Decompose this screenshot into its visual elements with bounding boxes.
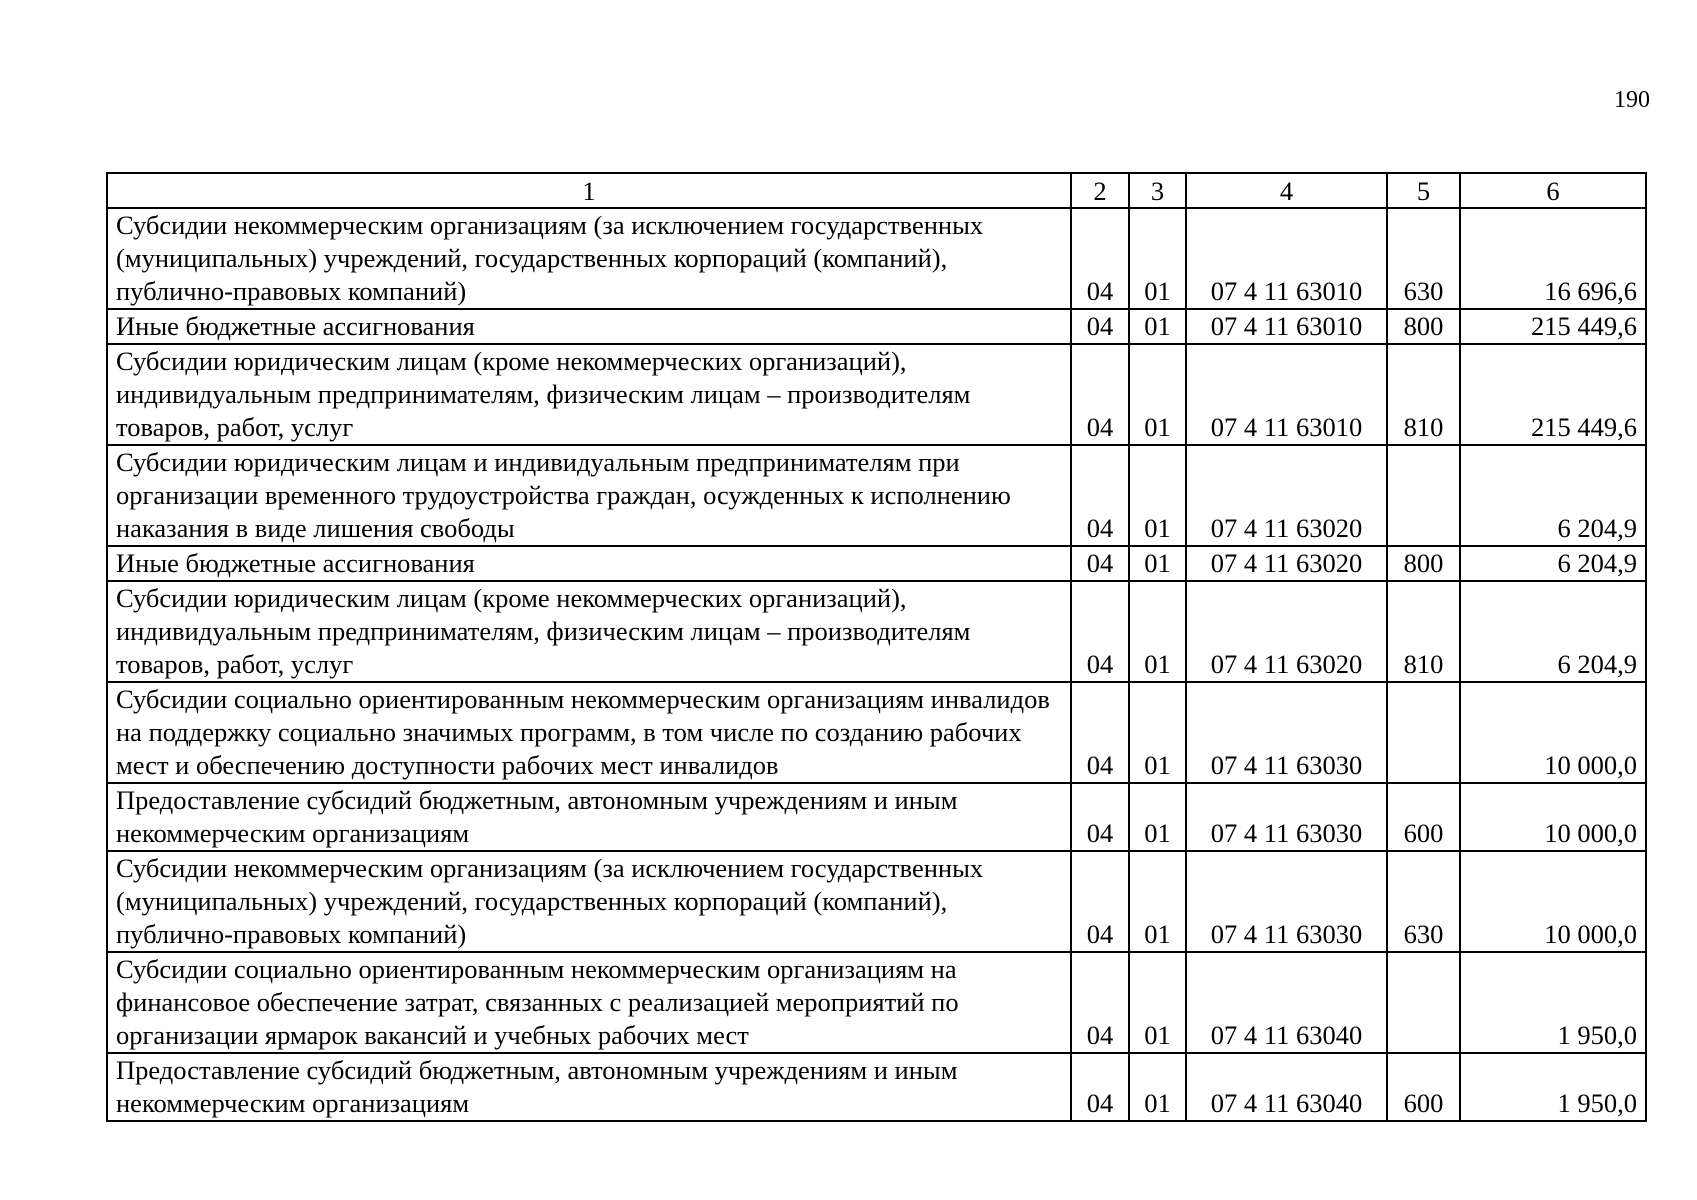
row-subsection-cell: 01	[1129, 682, 1186, 783]
row-amount-cell: 6 204,9	[1460, 546, 1646, 581]
table-row	[107, 1053, 1646, 1121]
row-target-cell: 07 4 11 63010	[1186, 344, 1387, 445]
header-cell-name: 1	[107, 173, 1071, 208]
row-section-cell: 04	[1071, 851, 1129, 952]
row-expense-type-cell: 630	[1387, 208, 1460, 309]
row-target-cell: 07 4 11 63040	[1186, 1053, 1387, 1121]
row-subsection-cell: 01	[1129, 309, 1186, 344]
header-cell-section: 2	[1071, 173, 1129, 208]
row-name-cell: Субсидии социально ориентированным некоммерческим организациям инвалидов на поддержку социально значимых программ, в том числе по созданию рабочих мест и обеспечению доступности рабочих мест инвалидов	[107, 682, 1071, 783]
table-row	[107, 208, 1646, 309]
row-target-cell: 07 4 11 63010	[1186, 309, 1387, 344]
row-subsection-cell: 01	[1129, 344, 1186, 445]
row-name-cell: Иные бюджетные ассигнования	[107, 546, 1071, 581]
row-section-cell: 04	[1071, 682, 1129, 783]
table-row	[107, 581, 1646, 682]
row-name-cell: Предоставление субсидий бюджетным, автономным учреждениям и иным некоммерческим организациям	[107, 783, 1071, 851]
row-amount-cell: 215 449,6	[1460, 344, 1646, 445]
row-section-cell: 04	[1071, 309, 1129, 344]
row-section-cell: 04	[1071, 344, 1129, 445]
row-section-cell: 04	[1071, 1053, 1129, 1121]
row-target-cell: 07 4 11 63040	[1186, 952, 1387, 1053]
header-cell-expense-type: 5	[1387, 173, 1460, 208]
row-target-cell: 07 4 11 63010	[1186, 208, 1387, 309]
row-expense-type-cell: 630	[1387, 851, 1460, 952]
header-cell-subsection: 3	[1129, 173, 1186, 208]
row-expense-type-cell	[1387, 682, 1460, 783]
row-section-cell: 04	[1071, 783, 1129, 851]
row-expense-type-cell: 800	[1387, 309, 1460, 344]
row-expense-type-cell: 600	[1387, 783, 1460, 851]
row-subsection-cell: 01	[1129, 581, 1186, 682]
row-name-cell: Субсидии юридическим лицам (кроме некоммерческих организаций), индивидуальным предпринимателям, физическим лицам – производителям товаров, работ, услуг	[107, 344, 1071, 445]
row-target-cell: 07 4 11 63030	[1186, 682, 1387, 783]
row-name-cell: Субсидии юридическим лицам (кроме некоммерческих организаций), индивидуальным предпринимателям, физическим лицам – производителям товаров, работ, услуг	[107, 581, 1071, 682]
table-row	[107, 682, 1646, 783]
row-expense-type-cell: 810	[1387, 581, 1460, 682]
row-name-cell: Субсидии некоммерческим организациям (за исключением государственных (муниципальных) учреждений, государственных корпораций (компаний), публично-правовых компаний)	[107, 208, 1071, 309]
row-subsection-cell: 01	[1129, 208, 1186, 309]
row-expense-type-cell	[1387, 445, 1460, 546]
budget-table	[106, 172, 1647, 1122]
row-subsection-cell: 01	[1129, 546, 1186, 581]
row-target-cell: 07 4 11 63020	[1186, 581, 1387, 682]
row-name-cell: Предоставление субсидий бюджетным, автономным учреждениям и иным некоммерческим организациям	[107, 1053, 1071, 1121]
row-amount-cell: 10 000,0	[1460, 783, 1646, 851]
table-row	[107, 851, 1646, 952]
row-expense-type-cell: 810	[1387, 344, 1460, 445]
table-body	[107, 173, 1646, 1121]
row-section-cell: 04	[1071, 208, 1129, 309]
row-amount-cell: 16 696,6	[1460, 208, 1646, 309]
page-number: 190	[1614, 87, 1650, 113]
row-amount-cell: 10 000,0	[1460, 682, 1646, 783]
row-amount-cell: 6 204,9	[1460, 581, 1646, 682]
row-amount-cell: 10 000,0	[1460, 851, 1646, 952]
row-subsection-cell: 01	[1129, 445, 1186, 546]
row-target-cell: 07 4 11 63020	[1186, 546, 1387, 581]
row-subsection-cell: 01	[1129, 952, 1186, 1053]
table-row	[107, 344, 1646, 445]
header-cell-amount: 6	[1460, 173, 1646, 208]
row-name-cell: Субсидии юридическим лицам и индивидуальным предпринимателям при организации временного трудоустройства граждан, осужденных к исполнению наказания в виде лишения свободы	[107, 445, 1071, 546]
row-subsection-cell: 01	[1129, 783, 1186, 851]
table-row	[107, 445, 1646, 546]
row-section-cell: 04	[1071, 546, 1129, 581]
row-target-cell: 07 4 11 63030	[1186, 851, 1387, 952]
row-target-cell: 07 4 11 63020	[1186, 445, 1387, 546]
row-amount-cell: 1 950,0	[1460, 952, 1646, 1053]
table-row	[107, 952, 1646, 1053]
row-expense-type-cell: 600	[1387, 1053, 1460, 1121]
row-name-cell: Иные бюджетные ассигнования	[107, 309, 1071, 344]
header-cell-target: 4	[1186, 173, 1387, 208]
row-expense-type-cell	[1387, 952, 1460, 1053]
row-amount-cell: 215 449,6	[1460, 309, 1646, 344]
row-subsection-cell: 01	[1129, 1053, 1186, 1121]
row-section-cell: 04	[1071, 952, 1129, 1053]
row-section-cell: 04	[1071, 581, 1129, 682]
row-amount-cell: 1 950,0	[1460, 1053, 1646, 1121]
row-subsection-cell: 01	[1129, 851, 1186, 952]
header-row	[107, 173, 1646, 208]
table-row	[107, 309, 1646, 344]
row-name-cell: Субсидии некоммерческим организациям (за исключением государственных (муниципальных) учреждений, государственных корпораций (компаний), публично-правовых компаний)	[107, 851, 1071, 952]
row-target-cell: 07 4 11 63030	[1186, 783, 1387, 851]
row-amount-cell: 6 204,9	[1460, 445, 1646, 546]
table-row	[107, 783, 1646, 851]
row-expense-type-cell: 800	[1387, 546, 1460, 581]
row-name-cell: Субсидии социально ориентированным некоммерческим организациям на финансовое обеспечение затрат, связанных с реализацией мероприятий по организации ярмарок вакансий и учебных рабочих мест	[107, 952, 1071, 1053]
table-row	[107, 546, 1646, 581]
row-section-cell: 04	[1071, 445, 1129, 546]
